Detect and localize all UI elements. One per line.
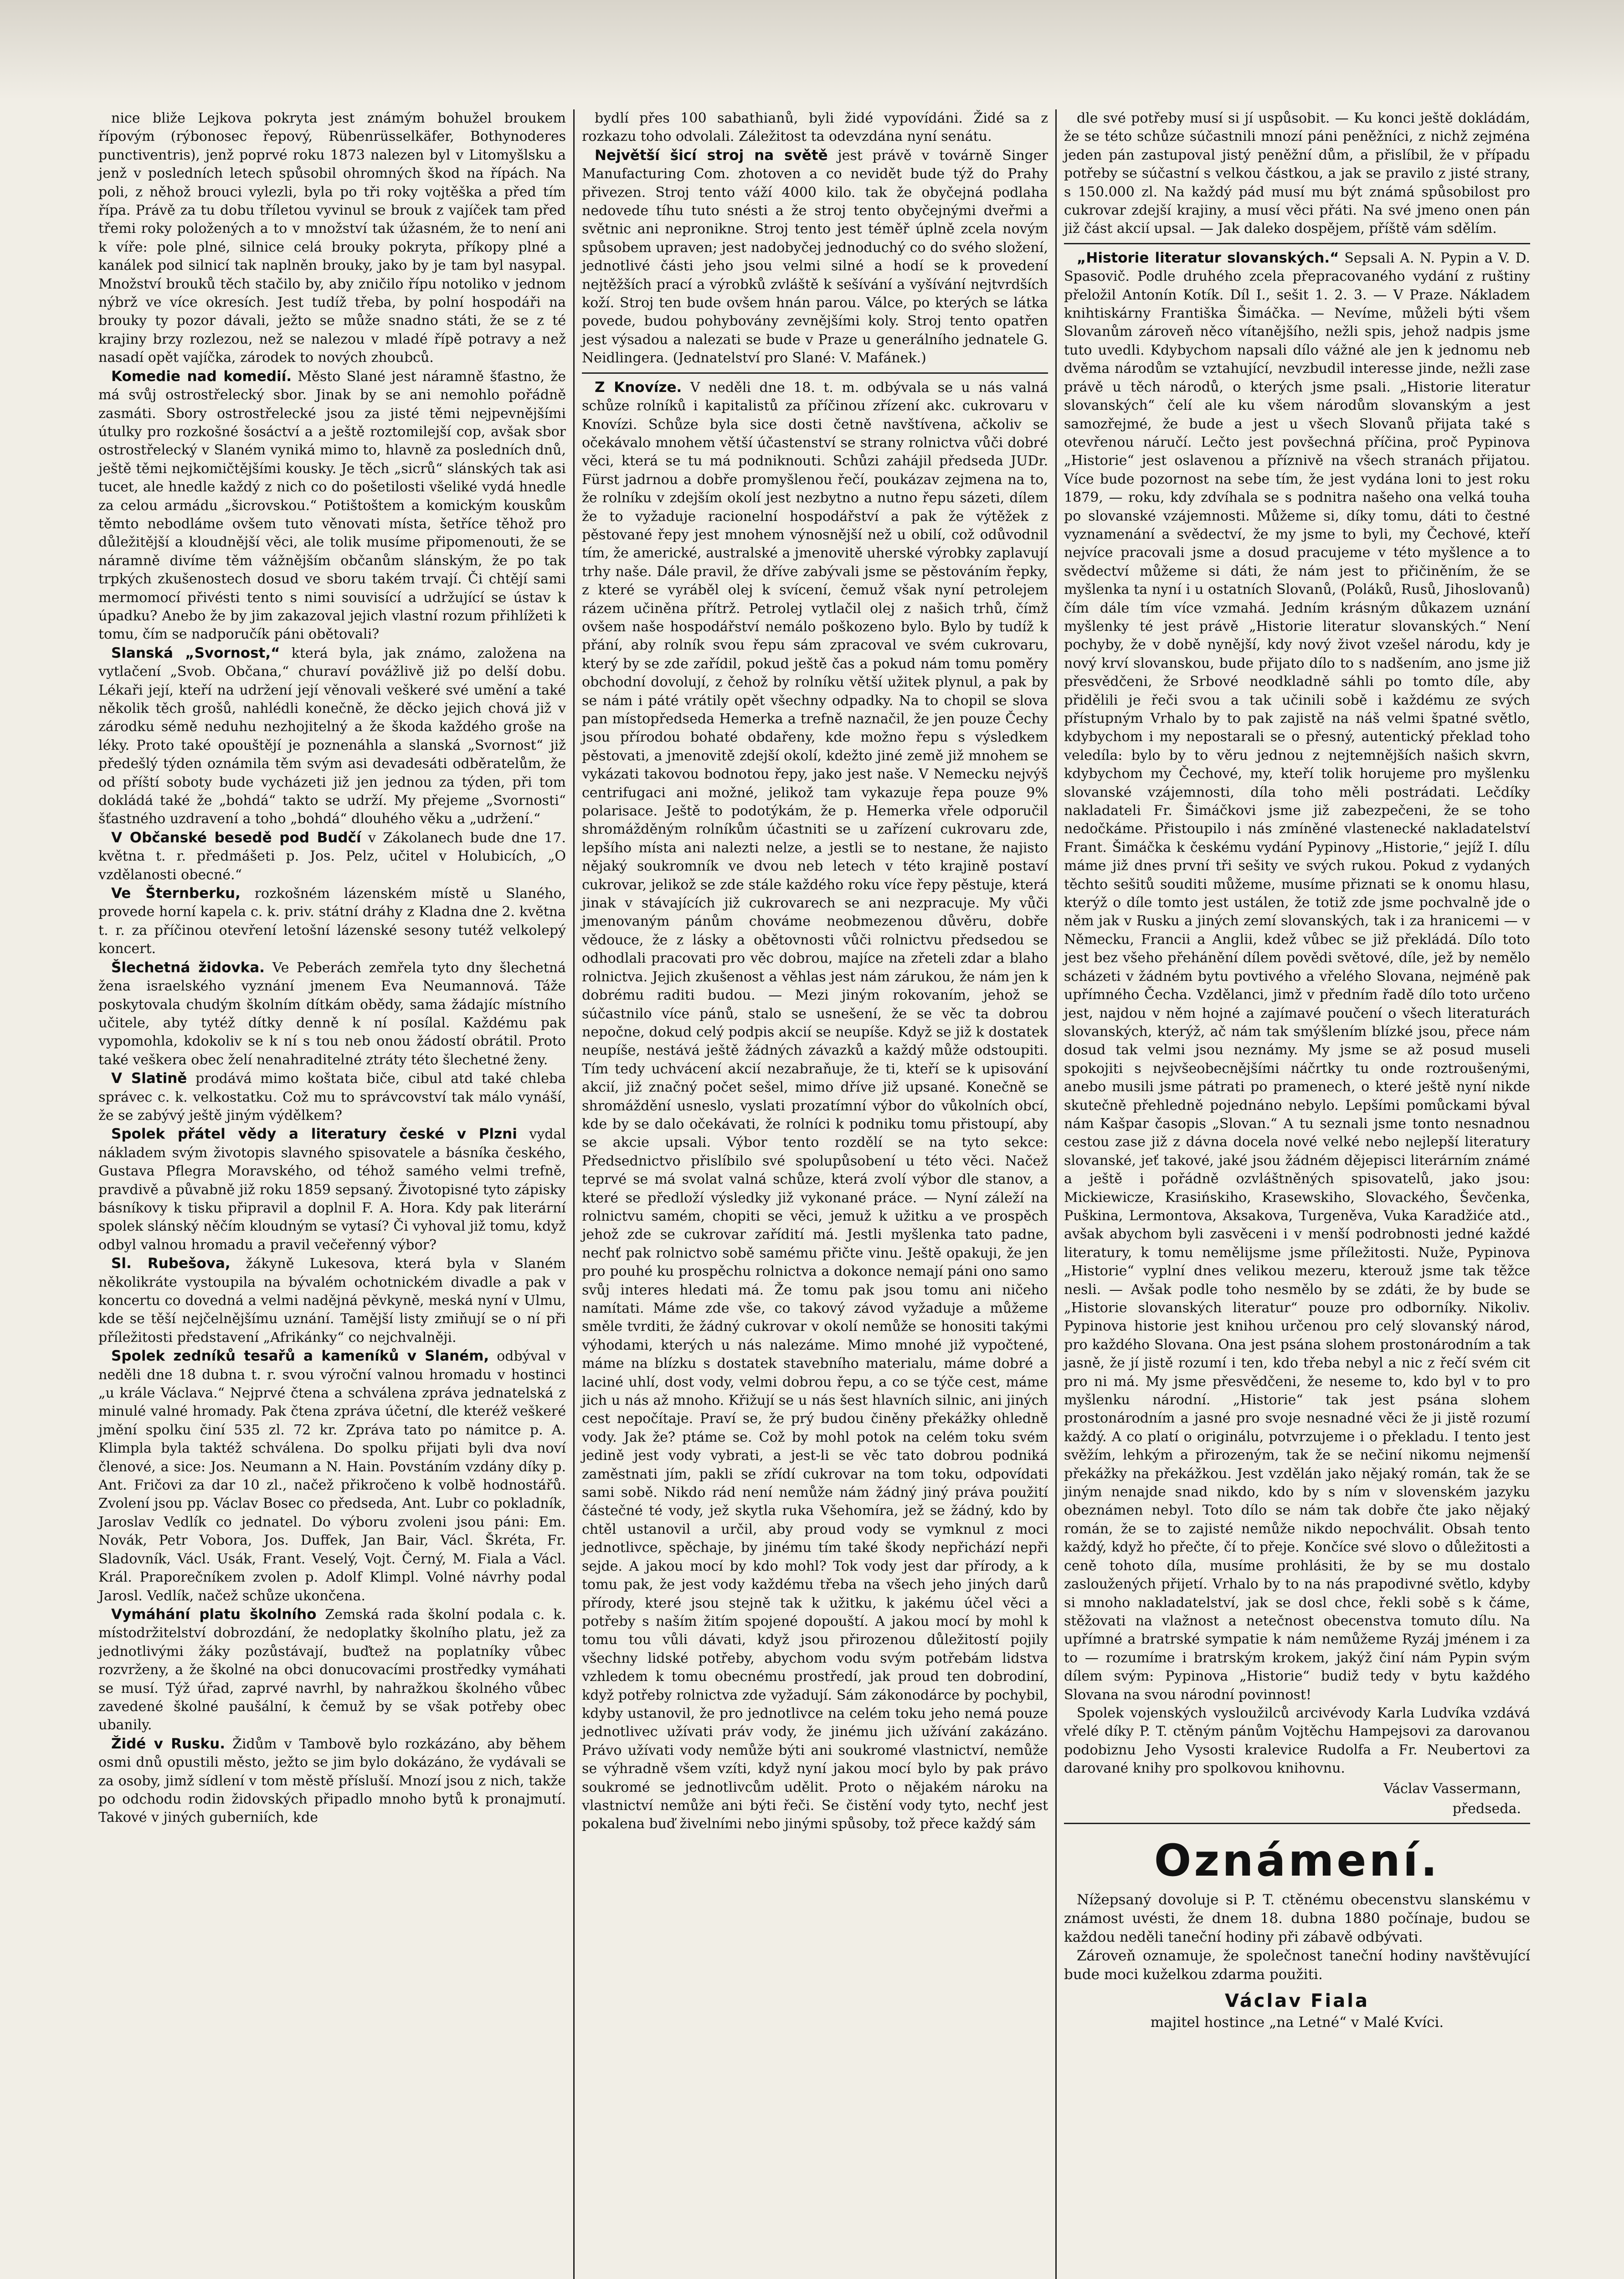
column-right bbox=[1055, 109, 1537, 2279]
paragraph-text: která byla, jak známo, založena na vytlačení „Svob. Občana,“ churaví povážlivě již po delší dobu. Lékaři její, kteří na udržení její věnovali veškeré své umění a také několik těch grošů, nahlédli konečně, že děcko jejich chová již v zárodku sémě neduhu nezhojitelný a že škoda každého groše na léky. Proto také opouštějí je poznenáhla a slanská „Svornost“ již předešlý týden oznámila těm svým asi devadesáti odběratelům, že od příští soboty bude vycházeti již jen jednou za týden, při tom dokládá také že „bohdá“ takto se udrží. My přejeme „Svornosti“ šťastného uzdravení a toho „bohdá“ dlouhého věku a „udržení.“ bbox=[98, 645, 566, 827]
news-paragraph bbox=[98, 1347, 566, 1605]
section-divider bbox=[1064, 1823, 1530, 1824]
paragraph-text: jest právě v továrně Singer Manufacturing Com. zhotoven a co nevidět bude týž do Prahy přivezen. Stroj tento váží 4000 kilo. tak že obyčejná podlaha nedovede tíhu tuto snésti a že stroj tento obyčejnými dveřmi a světnic ani nepronikne. Stroj tento jest téměř úplně zcela novým spůsobem upraven; jest nadobyčej jednoduchý co do svého složení, jednotlivé části jeho jsou velmi silné a hodí se k provedení nejtěžších prací a výrobků zvláště k sešívání a vyšívání nejtvrdších koží. Stroj ten bude ovšem hnán parou. Válce, po kterých se látka povede, budou pohybovány zevnějšími koly. Stroj tento opatřen jest výsadou a nalezati se bude v Praze u generálního jednatele G. Neidlingera. (Jednatelství pro Slané: V. Mafánek.) bbox=[582, 147, 1048, 366]
page-shadow bbox=[0, 0, 1624, 100]
section-divider bbox=[1064, 243, 1530, 244]
section-divider bbox=[582, 372, 1048, 374]
news-paragraph bbox=[1064, 1704, 1530, 1778]
advertisement-text: Zároveň oznamuje, že společnost taneční hodiny navštěvující bude moci kuželkou zdarma použiti. bbox=[1064, 1947, 1530, 1983]
news-paragraph bbox=[98, 1605, 566, 1735]
paragraph-text: Zemská rada školní podala c. k. místodržitelství dobrozdání, že nedoplatky školního platu, jež za jednotlivými žáky pozůstávají, buďtež na poplatníky vůbec rozvrženy, a že školné na obci donucovacími prostředky vymáhati se musí. Týž úřad, zaprvé navrhl, by nahražkou školného vůbec zavedené školné paušální, k čemuž by se však potřeby obec ubanily. bbox=[98, 1606, 566, 1733]
news-paragraph bbox=[582, 109, 1048, 146]
news-paragraph bbox=[98, 829, 566, 884]
news-paragraph bbox=[98, 644, 566, 829]
news-paragraph bbox=[98, 1735, 566, 1827]
paragraph-heading: Sl. Rubešova, bbox=[111, 1255, 231, 1272]
paragraph-heading: V Občanské besedě pod Budčí bbox=[111, 829, 361, 846]
paragraph-text: bydlí přes 100 sabathianů, byli židé vypovídáni. Židé sa z rozkazu toho odvolali. Záležitost ta odevzdána nyní senátu. bbox=[582, 110, 1048, 145]
paragraph-text: Spolek vojenských vysloužilců arcivévody Karla Ludvíka vzdává vřelé díky P. T. ctěným pánům Vojtěchu Hampejsovi za darovanou podobiznu Jeho Vysosti kralevice Rudolfa a Fr. Neubertovi za darované knihy pro spolkovou knihovnu. bbox=[1064, 1705, 1530, 1777]
advertisement-text: Nížepsaný dovoluje si P. T. ctěnému obecenstvu slanskému v známost uvésti, že dnem 18. dubna 1880 počínaje, budou se každou neděli taneční hodiny při zábavě odbývati. bbox=[1064, 1891, 1530, 1945]
paragraph-text: odbýval v neděli dne 18 dubna t. r. svou výroční valnou hromadu v hostinci „u krále Václava.“ Nejprvé čtena a schválena zpráva jednatelská z minulé valné hromady. Pak čtena zpráva účetní, dle kteréž veškeré jmění spolku činí 535 zl. 72 kr. Zpráva tato po námitce p. A. Klimpla byla taktéž schválena. Do spolku přijati byli dva noví členové, a sice: Jos. Neumann a N. Hain. Povstáním vzdány díky p. Ant. Fričovi za dar 10 zl., načež přikročeno k volbě hodnostářů. Zvolení jsou pp. Václav Bosec co předseda, Ant. Lubr co pokladník, Jaroslav Vedlík co jednatel. Do výboru zvoleni jsou páni: Em. Novák, Petr Vobora, Jos. Duffek, Jan Bair, Václ. Škréta, Fr. Sladovník, Václ. Usák, Frant. Veselý, Vojt. Černý, M. Fiala a Václ. Král. Praporečníkem zvolen p. Adolf Klimpl. Volné návrhy podal Jarosl. Vedlík, načež schůze ukončena. bbox=[98, 1348, 566, 1604]
paragraph-text: v Zákolanech bude dne 17. května t. r. předmášeti p. Jos. Pelz, učitel v Holubicích, „O vzdělanosti obecné.“ bbox=[98, 830, 566, 883]
paragraph-heading: Spolek přátel vědy a literatury české v Plzni bbox=[111, 1126, 517, 1143]
paragraph-heading: Největší šicí stroj na světě bbox=[595, 147, 828, 164]
paragraph-text: Sepsali A. N. Pypin a V. D. Spasovič. Podle druhého zcela přepracovaného vydání z ruštiny přeložil Antonín Kotík. Díl I., sešit 1. 2. 3. — V Praze. Nákladem knihtiskárny Františka Šimáčka. — Nevíme, můželi býti všem Slovanům zároveň něco vítanějšího, nežli spis, jehož nadpis jsme tuto uvedli. Kdybychom napsali dílo vážné ale jen k jednomu neb dvěma národům se vztahující, nevzbudil interesse jinde, nežli zase právě u těch národů, o kterých jsme psali. „Historie literatur slovanských“ čelí ale ku všem národům slovanským a jest samozřejmé, že bude a jest u všech Slovanů přijata také s otevřenou náručí. Lečto jest povšechná příčina, proč Pypinova „Historie“ jest oslavenou a příznivě na všech stranách přijatou. Více bude pozornost na sebe tím, že jest vydána loni to jest roku 1879, — roku, kdy zdvíhala se s podnitra našeho ona velká touha po slovanské vzájemnosti. Můžeme si, díky tomu, dáti to čestné vyznamenání a svědectví, že my jsme to byli, my Čechové, kteří nejvíce pracovali jsme a dosud pracujeme v této myšlence a to svědectví můžeme si dáti, že nám jest to přičiněním, že se myšlenka ta nyní i u ostatních Slovanů, (Poláků, Rusů, Jihoslovanů) čím dále tím více vzmahá. Jedním krásným důkazem uznání myšlenky té jest právě „Historie literatur slovanských.“ Není pochyby, že v době nynější, kdy nový život vzešel národu, kdy je nový krví slovanskou, bude přijato dílo to s nadšením, ano jsme již přesvědčeni, že Srbové neodkladně sáhli po tomto díle, aby přidělili je řeči svou a tak učinili sobě i každému ze svých přístupným Vrhalo by to pak zajistě na náš velmi špatné světlo, kdybychom i my nepostarali se o přesný, autentický překlad toho veledíla: bylo by to věru jednou z nejtemnějších našich skvrn, kdybychom my Čechové, my, kteří tolik horujeme pro myšlenku slovanské vzájemnosti, díla toho měli postrádati. Lečdíky nakladateli Fr. Šimáčkovi jsme již zabezpečeni, že se toho nedočkáme. Přistoupilo i nás zmíněné vlastenecké nakladatelství Frant. Šimáčka k českému vydání Pypinovy „Historie,“ jejíž I. dílu máme již dnes první tři sešity ve svých rukou. Pokud z vydaných těchto sešitů souditi můžeme, musíme přiznati se k onomu hlasu, kterýž o díle tomto jest ustálen, že totiž zde jsme pochvalně jde o něm jak v Rusku a jiných zemí slovanských, tak i za hranicemi — v Německu, Francii a Anglii, kdež vůbec se již překládá. Dílo toto jest bez všeho přehánění dílem povědi světové, díle, jež by nemělo scházeti v žádném bytu povtivého a vřelého Slovana, nejméně pak upřímného Čecha. Vzdělanci, jimž v předním řadě dílo toto určeno jest, najdou v něm hojné a zajímavé poučení o všech literaturách slovanských, kterýž, ač nám tak smýšlením blízké jsou, přece nám dosud tak velmi jsou neznámy. My jsme se až posud museli spokojiti s nejvšeobecnějšími náčrtky tu onde roztroušenými, anebo musili jsme pátrati po pramenech, o které ještě nyní nikde skutečně přehledně pojednáno nebylo. Lepšími pomůckami býval nám Kašpar časopis „Slovan.“ A tu seznali jsme tonto nesnadnou cestou zase již z dávna docela nové velké nebo nejlepší literatury slovanské, jeť takové, jaké jsou žádném dějepisci literárním známé a ještě i pořádně ozvláštněných spisovatelů, jako jsou: Mickiewicze, Krasińskiho, Krasewskiho, Slovackého, Ševčenka, Puškina, Lermontova, Aksakova, Turgeněva, Vuka Karadžiće atd., avšak abychom byli zasvěceni i v menší podrobnosti jedné každé literatury, k tomu nemělijsme jsme příležitosti. Nuže, Pypinova „Historie“ vyplní dnes velikou mezeru, kterouž jsme tak těžce nesli. — Avšak podle toho nesmělo by se zdáti, že by bude se „Historie slovanských literatur“ pouze pro odborníky. Nikoliv. Pypinova historie jest knihou určenou pro celý slovanský národ, pro každého Slovana. Ona jest psána slohem prostonárodním a tak jasně, že jí jistě rozumí i ten, kdo třeba nebyl a nic z řečí svém cit pro ni má. My jsme přesvědčeni, že neseme to, kdo byl v to pro myšlenku národní. „Historie“ tak jest psána slohem prostonárodním a jasné pro svoje nesnadné věci že ji jistě rozumí každý. A co platí o originálu, potvrzujeme i o překladu. I tento jest svěžím, lehkým a přirozeným, tak že se nečiní nikomu nejmenší překážky na překážkou. Jest vzdělán jako nějaký román, tak že se jiným nenajde snad nikdo, kdo by s ním v slovenském jazyku obeznámen nebyl. Toto dílo se nám tak dobře čte jako nějaký román, že se to zajisté nemůže nikdo nepochválit. Obsah tento každý, když ho přečte, čí to přeje. Končíce své slovo o důležitosti a ceně tohoto díla, musíme prohlásiti, že by se mu dostalo zasloužených přijetí. Vrhalo by to na nás prapodivné světlo, kdyby si mnoho nakladatelství, jak se dosl chce, řekli sobě s k čáme, stěžovati na vlažnost a netečnost obecenstva tomuto dílu. Na upřímné a bratrské sympatie k nám nemůžeme Ryzáj jménem i za to — rozumíme i bratrským krokem, jakýž činí nám Pypin svým dílem svým: Pypinova „Historie“ budiž tedy v bytu každého Slovana na svou národní povinnost! bbox=[1064, 250, 1530, 1703]
advertisement-subtitle: majitel hostince „na Letné“ v Malé Kvíci. bbox=[1150, 2014, 1444, 2031]
paragraph-heading: Židé v Rusku. bbox=[111, 1735, 226, 1752]
paragraph-text: dle své potřeby musí si jí uspůsobit. — Ku konci ještě dokládám, že se této schůze súčastnili mnozí páni peněžníci, z nichž zejména jeden pán zastupoval jistý peněžní dům, a přislíbil, že v případu potřeby se súčastní s velkou částkou, a jak se pravilo z jisté strany, s 150.000 zl. Na každý pád musí mu být známá spůsobilost pro cukrovar zdejší krajiny, a musí věci přáti. Na své jmeno onen pán již část akcií upsal. — Jak daleko dospějem, příště vám sdělím. bbox=[1064, 110, 1530, 237]
paragraph-heading: Šlechetná židovka. bbox=[111, 959, 265, 976]
news-paragraph bbox=[1064, 109, 1530, 238]
news-paragraph bbox=[98, 1069, 566, 1125]
news-paragraph bbox=[98, 1125, 566, 1254]
advertisement-signature: Václav Fiala bbox=[1225, 1990, 1369, 2011]
paragraph-text: V neděli dne 18. t. m. odbývala se u nás valná schůze rolníků i kapitalistů za příčinou zřízení akc. cukrovaru v Knovízi. Schůze byla sice dosti četně navštívena, ačkoliv se očekávalo mnohem větší účastenství se strany rolnictva vůči dobré věci, která se tu má podniknouti. Schůzi zahájil předseda JUDr. Fürst jadrnou a dobře promyšlenou řečí, poukázav zejmena na to, že rolníku v zdejším okolí jest nezbytno a nutno řepu sázeti, dílem že to vyžaduje racionelní hospodářství a pak že výtěžek z pěstované řepy jest mnohem výnosnější než u obilí, což odůvodnil tím, že americké, australské a jmenovitě uherské výrobky zaplavují trhy naše. Dále pravil, že dříve zabývali jsme se pěstováním řepky, z které se vyráběl olej k svícení, čemuž však nyní petrolejem rázem učiněna přítrž. Petrolej vytlačil olej z našich trhů, čímž ovšem naše hospodářství nemálo poškozeno bylo. Bylo by tudíž k přání, aby rolník svou řepu sám zpracoval ve svém cukrovaru, který by se zde zařídil, pokud ještě čas a pokud nám tomu poměry obchodní dovolují, z čehož by rolníku větší užitek plynul, a pak by se nám i páté vrátily opět všechny odpadky. Na to chopil se slova pan místopředseda Hemerka a trefně naznačil, že jen pouze Čechy jsou přírodou bohaté obdařeny, kde možno řepu s výsledkem pěstovati, a jmenovitě zdejší okolí, kdežto jiné země již mnohem se vykázati takovou bodnotou řepy, jako jest naše. V Nemecku nejvýš centrifugaci ani možné, jelikož tam vykazuje řepa pouze 9% polarisace. Ještě to podotýkám, že p. Hemerka vřele odporučil shromážděným rolníkům účastniti se u zařízení cukrovaru zde, lepšího místa ani nalezti nelze, a jestli se to nestane, že najisto nějaký soukromník ve dvou neb letech v této krajině postaví cukrovar, jelikož se zde stále každého roku více řepy pěstuje, která jinak v stávajících již cukrovarech se ani nezpracuje. My vůči jmenovaným pánům chováme neobmezenou důvěru, dobře vědouce, že z lásky a obětovnosti vůči rolnictvu předsedou se odhodlali pracovati pro věc dobrou, majíce na zřeteli zdar a blaho rolnictva. Jejich zkušenost a věhlas jest nám zárukou, že nám jen k dobrému raditi budou. — Mezi jiným rokovaním, jehož se súčastnilo více pánů, stalo se usnešení, že se věc ta dobrou nepočne, dokud celý podpis akcií se neupíše. Když se již k dostatek neupíše, nestává ještě žádných závazků a každý může odstoupiti. Tím tedy uchvácení akcií nezabraňuje, že ti, kteří se k upisování akcií, již značný počet sešel, mimo dříve již upsané. Konečně se shromáždění usneslo, vyslati prozatímní výbor do vůkolních obcí, kde by se dalo očekávati, že rolníci k podniku tomu přistoupí, aby se akcie upsali. Výbor tento rozdělí se na tyto sekce: Předsednictvo přislíbilo své spolupůsobení u této věci. Načež teprvé se má svolat valná schůze, která zvolí výbor dle stanov, a které se předloží výsledky již vykonané práce. — Nyní záleží na rolnictvu samém, chopiti se věci, jemuž k užitku a ve prospěch jehož zde se cukrovar zařídití má. Jestli myšlenka tato padne, nechť pak rolnictvo sobě samému přičte vinu. Ještě opakuji, že jen pro pouhé ku prospěchu rolnictva a dokonce nemají páni ono samo svůj interes hledati má. Že tomu pak jsou tomu ani ničeho namítati. Máme zde vše, co takový závod vyžaduje a můžeme směle tvrditi, že žádný cukrovar v okolí nemůže se honositi takými výhodami, kterých u nás nalezáme. Mimo mnohé již vypočtené, máme na blízku s dostatek stavebního materialu, máme dobré a laciné uhlí, dost vody, velmi dobrou řepu, a co se týče cest, máme jich u nás až mnoho. Křižují se u nás šest hlavních silnic, ani jiných cest nepočítaje. Praví se, že prý budou činěny překážky ohledně vody. Jak že? ptáme se. Což by mohl potok na celém toku svém jedině jest vody vybrati, a jest-li se věc tato dobrou podniká zaměstnati jím, pakli se zřídí cukrovar na tom toku, odpovídati sami sobě. Nikdo rád není nemůže nám žádný jiný práva použití částečné té vody, jež skytla ruka Všehomíra, jež se žádný, kdo by chtěl ustanovil a určil, aby proud vody se vymknul z moci jednotlivce, spěchaje, by jinému tím také škody nepřichází nepři sejde. A jakou mocí by kdo mohl? Tok vody jest dar přírody, a k tomu pak, že jest vody každému třeba na všech jeho jiných darů přírody, které jsou stejně tak k užitku, k jakému účel věci a potřeby s naším žitím spojené dopouští. A jakou mocí by mohl k tomu tou vůli dávati, když jsou přirozenou důležitostí pojily všechny lidské potřeby, abychom vodu svým potřebám lidstva vzhledem k tomu obecnému prostředí, jak proud ten dobrodiní, když potřeby rolnictva zde vyžadují. Sám zákonodárce by pochybil, kdyby ustanovil, že pro jednotlivce na celém toku jeho nemá pouze jednotlivec užívati práv vody, že jinému jich užívání zakázáno. Právo užívati vody nemůže býti ani soukromé vlastnictví, nemůže se výhradně všem vzíti, když nyní jakou mocí bylo by pak právo soukromé se jednotlivcům udělit. Proto o nějakém nároku na vlastnictví nemůže ani býti řeči. Se čistění vody tyto, nechť jest pokalena buď živelními nebo jinými spůsoby, tož přece každý sám bbox=[582, 379, 1048, 1832]
paragraph-heading: Spolek zedníků tesařů a kameníků v Slaném, bbox=[111, 1348, 489, 1365]
news-paragraph bbox=[582, 378, 1048, 1834]
paragraph-text: Židům v Tambově bylo rozkázáno, aby během osmi dnů opustili město, ježto se jim bylo dokázáno, že vydávali se za osoby, jimž sídlení v tom městě přísluší. Mnozí jsou z nich, takže po odchodu rodin židovských připadlo mnoho bytů k pronajmutí. Takové v jiných guberniích, kde bbox=[98, 1736, 566, 1826]
paragraph-text: rozkošném lázenském místě u Slaného, provede horní kapela c. k. priv. státní dráhy z Kladna dne 2. května t. r. za příčinou otevření letošní lázenské sesony tutéž velkolepý koncert. bbox=[98, 886, 566, 957]
paragraph-heading: Komedie nad komedií. bbox=[111, 368, 292, 385]
news-paragraph bbox=[98, 367, 566, 644]
paragraph-heading: „Historie literatur slovanských.“ bbox=[1077, 249, 1339, 266]
signature-line: předseda. bbox=[1452, 1800, 1521, 1817]
paragraph-text: Město Slané jest náramně šťastno, že má svůj ostrostřelecký sbor. Jinak by se ani nemohlo pořádně zasmáti. Sbory ostrostřelecké jsou za jisté těmi nejpevnějšími útulky pro rozkošné šosáctví a a ještě roztomilejší cop, avšak sbor ostrostřelecký v Slaném vyniká mimo to, hlavně za posledních dnů, ještě těmi nejkomičtějšími kousky. Je těch „sicrů“ slánských tak asi tucet, ale hnedle každý z nich co do pošetilosti všeliké vydá hnedle za celou armádu „šicrovskou.“ Potištoštem a komickým kouskům těmto nebodláme ovšem tuto věnovati místa, šetříce těhož pro důležitější a kloudnější věci, ale tolik musíme připomenouti, že se náramně divíme těm vážnějším občanům slánským, že po tak trpkých zkušenostech dosud ve sboru takém trvají. Či chtějí sami mermomocí přivésti tento s nimi souvisící a udržující se ústav k úpadku? Anebo že by jim zakazoval jejich vlastní rozum přihlížeti k tomu, čím se nadporučík páni obětovali? bbox=[98, 368, 566, 643]
paragraph-heading: Vymáhání platu školního bbox=[111, 1606, 317, 1623]
news-paragraph bbox=[582, 146, 1048, 368]
paragraph-heading: Z Knovíze. bbox=[595, 379, 682, 396]
paragraph-text: vydal nákladem svým životopis slavného spisovatele a básníka českého, Gustava Pflegra Moravského, od téhož samého velmi trefně, pravdivě a půvabně již roku 1859 sepsaný. Životopisné tyto zápisky básníkovy k tisku připravil a doplnil F. A. Hora. Kdy pak literární spolek slánský něčím kloudným se vytasí? Či vyhoval již tomu, když odbyl valnou hromadu a pravil večeřenný výbor? bbox=[98, 1126, 566, 1253]
paragraph-text: Ve Peberách zemřela tyto dny šlechetná žena israelského vyznání jmenem Eva Neumannová. Táže poskytovala chudým školním dítkám obědy, sama žádajíc místního učitele, aby tytéž dítky denně k ní posílal. Každému pak vypomohla, kdokoliv se k ní s tou neb onou žádostí obrátil. Proto také veškera obec želí nenahraditelné ztráty této šlechetné ženy. bbox=[98, 959, 566, 1068]
column-left bbox=[91, 109, 573, 2279]
paragraph-text: prodává mimo koštata biče, cibul atd také chleba správec c. k. velkostatku. Což mu to správcovství tak málo vynáší, že se zabývý ještě jiným výdělkem? bbox=[98, 1071, 566, 1124]
column-middle bbox=[573, 109, 1055, 2279]
news-paragraph bbox=[98, 1254, 566, 1347]
news-paragraph bbox=[98, 959, 566, 1069]
paragraph-heading: V Slatině bbox=[111, 1070, 187, 1087]
paragraph-text: nice bliže Lejkova pokryta jest známým bohužel broukem řípovým (rýbonosec řepový, Rübenrüsselkäfer, Bothynoderes punctiventris), jenž poprvé roku 1873 nalezen byl v Litomyšlsku a jenž v posledních letech spůsobil ohromných škod na řípách. Na poli, z něhož brouci vylezli, byla po tři roky vojtěška a před tím řípa. Právě za tu dobu tříletou vyvinul se brouk z vajíček tam před třemi roky položených a to v množství tak úžasném, že to není ani k víře: pole plné, silnice celá brouky pokryta, příkopy plné a kanálek pod silnicí tak naplněn brouky, jako by je tam byl nasypal. Množství brouků těch stačilo by, aby zničilo řípu notoliko v jednom nýbrž ve více okresích. Jest tudíž třeba, by polní hospodáři na brouky ty pozor dávali, ježto se může snadno státi, že se z té krajiny brzy rozlezou, než se nalezou v mladé řípě potravy a než nasadí opět vajíčka, zárodek to nových zhoubců. bbox=[98, 110, 566, 366]
paragraph-heading: Slanská „Svornost,“ bbox=[111, 645, 280, 661]
signature-line: Václav Vassermann, bbox=[1383, 1780, 1521, 1797]
news-paragraph bbox=[98, 109, 566, 367]
news-paragraph bbox=[1064, 249, 1530, 1704]
news-paragraph bbox=[98, 884, 566, 959]
article-columns bbox=[91, 109, 1538, 2279]
advertisement-title: Oznámení. bbox=[1154, 1835, 1440, 1886]
paragraph-text: žákyně Lukesova, která byla v Slaném několikráte vystoupila na bývalém ochotnickém divadle a pak v koncertu co dovedná a velmi nadějná pěvkyně, meská nyní v Ulmu, kde se těší nejčelnějšímu uznání. Tamější listy zmiňují se o ní při příležitosti představení „Afrikánky“ co nejchvalněji. bbox=[98, 1256, 566, 1346]
paragraph-heading: Ve Šternberku, bbox=[111, 885, 241, 902]
